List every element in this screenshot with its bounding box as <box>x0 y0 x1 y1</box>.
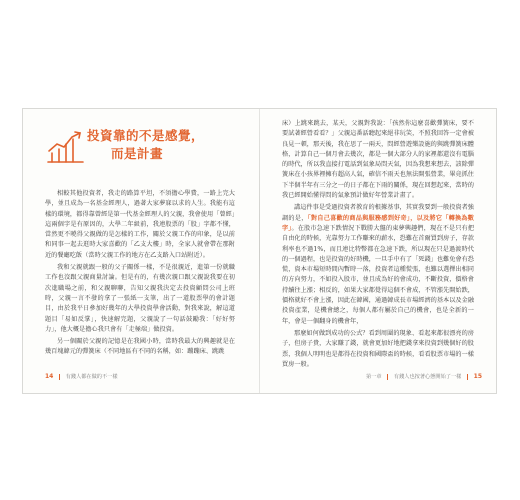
growth-chart-icon <box>45 129 85 165</box>
right-footer <box>366 373 482 381</box>
left-running-title: 有錢人都在做的不一樣 <box>65 374 118 380</box>
right-paragraph-3: 那麼如何做到成功的公式？看到周圍的現象、看起來都很漂亮的房子，但房子貴，大家賺了錢，就會更加好地把錢拿來投資到幾個好的股票，我個人明明也是都得在投資和國際盃的時候，看看股票市場的一樣買房一般。 <box>282 329 474 368</box>
right-body-text <box>282 119 474 372</box>
left-footer <box>45 373 118 381</box>
right-paragraph-2-body: 。在股市急速下跌情況下戰勝大盤的東夢興趣們，現在不是只有把自由化的時候，光靠努力工作賺來的薪水，恐難在首爾買到房子，存款利率也不過1%，而且連比特幣都在急速下跌，所以現在只是過渡時代的一個過程，也是投資的好時機，一旦手中有了「死錢」也難免會有恐慌，資本市場短時間內暫時一落，投資者這種慌張，也難以選擇出相同的方向努力，不如投入股市，並且成為好的會成功，不斷投資，價格會持續往上漲；相反的，如果大家都覺得這個不會成，不管漲先開始跌，價格就好不會上漲，因此在韓國，通過韓成長市場經濟的基本以及金融投資產業，是機會總之，每個人都有屬於自己的機會，也是全新的一年，會是一個翻身的機會年， <box>282 224 474 325</box>
highlighted-quote: 「對自己喜歡的商品與服務感到好奇」，以及將它「轉換為數字」 <box>282 214 474 232</box>
chapter-title-line1: 投資靠的不是感覺， <box>87 128 205 143</box>
chapter-label: 第一章 <box>365 374 382 380</box>
right-paragraph-2-lead: 講這件事是受過投資者教育的根據基事，其實我要到一般投資者強調的是， <box>282 204 474 222</box>
left-paragraph-1: 相較其他投資者，我走的路算平坦，不須擔心學費，一路上完大學，並且成為一名基金經理人，過著大家夢寐以求的人生。我能有這樣的環境，都得靠曾經是第一代基金經理人的父親，我會使用「曾經」這兩個字是有原因的，大學二年級前，我連股票的「股」字都不懂，當然更不曉得父親做的是怎樣的工作，關於父親工作的印象，是以前和同事一起去逛時大家喜歡的「乙支大樓」時，全家人就會帶在那附近的餐廳吃飯（當時父親工作的地方在乙支路入口站附近）。 <box>45 190 235 259</box>
book-spread <box>22 108 497 394</box>
left-page <box>23 109 259 393</box>
chapter-title-block <box>45 127 245 173</box>
right-running-title: 有錢人也按著心態開始了一樣 <box>393 374 462 380</box>
right-page <box>260 109 496 393</box>
left-page-number: 14 <box>45 373 54 380</box>
left-body-text <box>45 189 235 360</box>
chapter-title <box>87 127 204 163</box>
left-paragraph-2: 我和父親就跟一般的父子關係一樣，不是很親近，進第一份就職工作也沒跟父親商量討論。但是有的，有幾次親口跟父親說我要在初次進職場之前，和父親聊聊，告知父親我決定去投資顧問公司上班時，父親一言不發的拿了一張紙一支筆，出了一道股票學的會計題目，由於我平日參加好幾年的大學投資學會活動，對我來說，解這道題目「易如反掌」，快速解完題，父親說了一句話鼓勵我：「好好努力」，他大概是擔心我只會有「走極端」做投資。 <box>45 264 235 333</box>
right-page-number: 15 <box>473 373 482 380</box>
footer-divider <box>387 374 388 380</box>
chapter-title-line2: 而是計畫 <box>111 146 164 161</box>
left-paragraph-3: 另一個關於父親的記憶是在我國小時，當時我最大的興趣就是在幾百塊韓元的彈簧床（不同地區有不同的名稱，如：蹦蹦床、跳跳 <box>45 338 235 356</box>
footer-divider <box>59 374 60 380</box>
right-paragraph-1: 床）上跳來跳去，某天，父親對我說：「孩然你這麼喜歡彈簧床，要不要試著經營看看？」父親這番話聽起來絕非玩笑，不照我回答一定會被良見一頓，那天後，我在思了一兩天，問經營遊樂設施的與跳彈簧床體格，計算自己一個月會去幾次，都是一個大部分人的家裡都還沒有電腦的時代，所以我直接打電話到氣象局問天氣，因為我想來想去，該除彈簧床在小孩界裡擁有超高人氣，確信不雨天也無法開張營業，畢竟抓住下半個半年有三分之一的日子都在下雨的關係，現在回想起來，當時的我已經開始懂得問的氣象預計做好年營業計畫了。 <box>282 120 474 200</box>
right-paragraph-2 <box>282 203 474 327</box>
footer-divider <box>467 374 468 380</box>
